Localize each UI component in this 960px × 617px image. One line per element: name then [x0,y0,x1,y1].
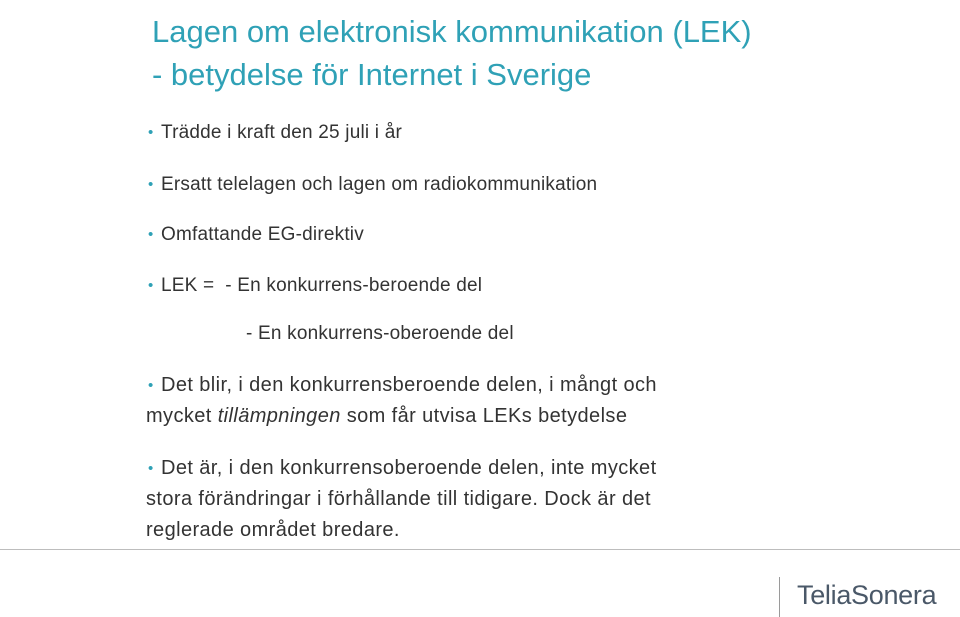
paragraph-text: mycket [146,405,218,427]
paragraph-line [146,401,846,432]
bullet-dot-icon: • [148,124,154,141]
paragraph-line: reglerade området bredare. [146,519,400,541]
bullet-dot-icon: • [148,460,154,477]
slide-title [152,10,752,96]
logo-divider [779,577,780,617]
bullet-item [146,170,846,200]
bullet-dot-icon: • [148,277,154,294]
bullet-item [146,220,846,250]
paragraph-line: stora förändringar i förhållande till tidigare. Dock är det [146,488,651,510]
teliasonera-logo: TeliaSonera [797,580,937,610]
sub-bullet-text: - En konkurrens-oberoende del [246,323,514,344]
bullet-text: LEK = - En konkurrens-beroende del [161,275,483,296]
bullet-text: Ersatt telelagen och lagen om radiokommunikation [161,174,598,195]
bullet-dot-icon: • [148,176,154,193]
footer-divider [0,549,960,550]
bullet-paragraph [146,453,846,546]
title-line-2: - betydelse för Internet i Sverige [152,57,592,92]
bullet-list [146,118,846,546]
bullet-paragraph [146,370,846,432]
bullet-dot-icon: • [148,377,154,394]
bullet-item [146,271,846,301]
paragraph-text: som får utvisa LEKs betydelse [340,405,628,427]
bullet-text: Trädde i kraft den 25 juli i år [161,122,403,143]
bullet-text: Omfattande EG-direktiv [161,224,364,245]
paragraph-line: Det blir, i den konkurrensberoende delen, i mångt och [161,374,657,396]
emphasis-text: tillämpningen [217,405,341,427]
bullet-dot-icon: • [148,226,154,243]
sub-bullet-line [146,319,846,349]
bullet-item [146,118,846,148]
title-line-1: Lagen om elektronisk kommunikation (LEK) [152,14,752,49]
paragraph-line: Det är, i den konkurrensoberoende delen, inte mycket [161,457,657,479]
